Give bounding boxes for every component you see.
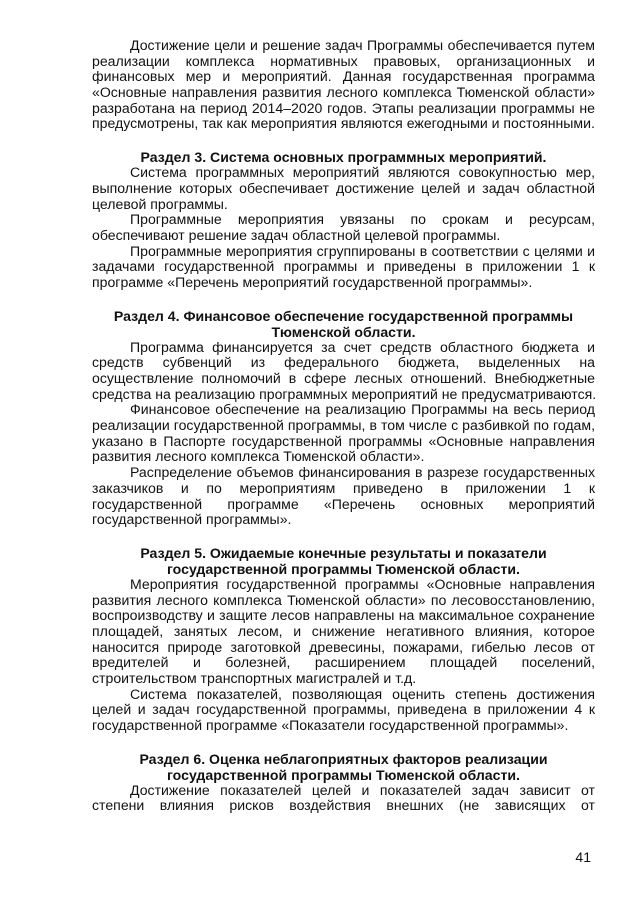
text-line: обеспечивают решение задач областной целевой программы. — [92, 226, 501, 243]
text-line: осуществление полномочий в сфере лесных отношений. Внебюджетные — [92, 370, 595, 386]
text-line: финансовых мер и мероприятий. Данная государственная программа — [92, 68, 595, 85]
text-line: предусмотрены, так как мероприятия являются ежегодными и постоянными. — [92, 115, 595, 132]
text-line: средств субвенций из федерального бюджета, выделенных на — [92, 354, 595, 371]
section-heading: Раздел 5. Ожидаемые конечные результаты и показатели — [140, 544, 547, 561]
text-line: реализации комплекса нормативных правовых, организационных и — [92, 52, 595, 69]
text-line: Достижение показателей целей и показателей задач зависит от — [130, 781, 595, 798]
text-line: государственной программе «Перечень основных мероприятий — [92, 495, 595, 512]
text-line: Финансовое обеспечение на реализацию Программы на весь период — [130, 401, 595, 418]
section-heading-cont: Тюменской области. — [271, 323, 416, 340]
text-line: Мероприятия государственной программы «Основные направления — [130, 575, 595, 592]
section-heading-cont: государственной программы Тюменской области. — [167, 560, 520, 577]
section-3 — [92, 149, 595, 291]
text-line: указано в Паспорте государственной программы «Основные направления — [92, 432, 595, 449]
text-line: государственной программе «Показатели государственной программы». — [92, 717, 569, 734]
section-4 — [92, 308, 595, 528]
text-line: вредителей и болезней, расширением площадей поселений, — [92, 654, 595, 671]
text-line: степени влияния рисков воздействия внешних (не зависящих от — [92, 797, 595, 814]
text-line: Программа финансируется за счет средств областного бюджета и — [130, 338, 595, 355]
text-line: развития лесного комплекса Тюменской области». — [92, 448, 425, 465]
text-line: наносится природе заготовкой древесины, пожарами, гибелью лесов от — [92, 638, 595, 655]
text-line: Система программных мероприятий являются совокупностью мер, — [130, 164, 595, 181]
text-line: Распределение объемов финансирования в разрезе государственных — [130, 464, 595, 481]
text-line: Программные мероприятия увязаны по срокам и ресурсам, — [130, 211, 595, 228]
text-line: разработана на период 2014–2020 годов. Этапы реализации программы не — [92, 99, 595, 116]
page-number: 41 — [575, 849, 591, 865]
text-line: Система показателей, позволяющая оценить степень достижения — [130, 685, 595, 702]
text-line: задачами государственной программы и приведены в приложении 1 к — [92, 258, 595, 275]
section-heading: Раздел 4. Финансовое обеспечение государственной программы — [113, 307, 574, 324]
text-line: «Основные направления развития лесного комплекса Тюменской области» — [92, 84, 595, 101]
text-line: Достижение цели и решение задач Программы обеспечивается путем — [130, 37, 595, 53]
text-line: выполнение которых обеспечивает достижение целей и задач областной — [92, 179, 595, 196]
text-line: развития лесного комплекса Тюменской области» по лесовосстановлению, — [92, 591, 595, 608]
section-heading: Раздел 6. Оценка неблагоприятных факторов реализации — [139, 750, 548, 767]
section-heading: Раздел 3. Система основных программных мероприятий. — [140, 149, 547, 166]
text-line: Программные мероприятия сгруппированы в соответствии с целями и — [130, 242, 595, 259]
text-line: целей и задач государственной программы, приведена в приложении 4 к — [92, 701, 595, 718]
text-line: программе «Перечень мероприятий государственной программы». — [92, 273, 533, 290]
section-heading-cont: государственной программы Тюменской области. — [167, 766, 520, 783]
text-line: заказчиков и по мероприятиям приведено в приложении 1 к — [92, 479, 595, 496]
text-line: целевой программы. — [92, 195, 228, 212]
intro-paragraph — [92, 38, 595, 132]
text-line: площадей, занятых лесом, и снижение негативного влияния, которое — [92, 622, 595, 639]
text-line: государственной программы». — [92, 511, 292, 528]
text-line: средства на реализацию программных мероприятий не предусматриваются. — [92, 385, 597, 402]
section-5 — [92, 545, 595, 734]
text-line: строительством транспортных магистралей и т.д. — [92, 670, 417, 686]
text-line: реализации государственной программы, в том числе с разбивкой по годам, — [92, 417, 595, 434]
text-line: воспроизводству и защите лесов направлены на максимальное сохранение — [92, 607, 595, 624]
section-6 — [92, 751, 595, 814]
